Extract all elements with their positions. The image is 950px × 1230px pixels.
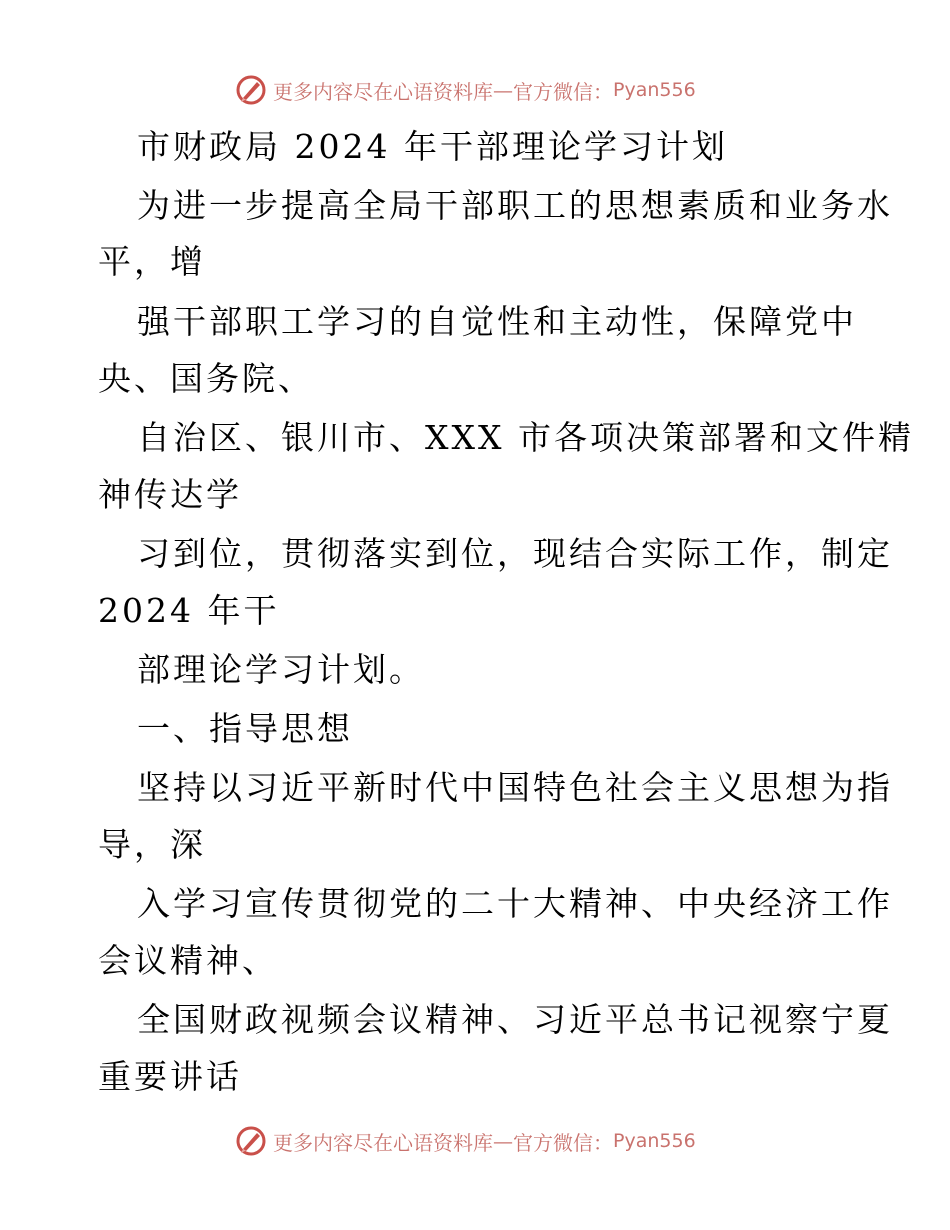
banner-dash: — bbox=[493, 78, 513, 102]
body-line: 全国财政视频会议精神、习近平总书记视察宁夏 bbox=[137, 1000, 893, 1039]
banner-wechat-label: 官方微信： bbox=[513, 79, 613, 104]
body-line: 入学习宣传贯彻党的二十大精神、中央经济工作 bbox=[137, 884, 893, 923]
banner-dash: — bbox=[493, 1129, 513, 1153]
body-line: 神传达学 bbox=[98, 475, 242, 514]
document-title: 市财政局 2024 年干部理论学习计划 bbox=[137, 127, 728, 166]
body-line: 自治区、银川市、XXX 市各项决策部署和文件精 bbox=[137, 418, 914, 457]
body-line: 习到位，贯彻落实到位，现结合实际工作，制定 bbox=[137, 534, 893, 573]
quill-logo-icon bbox=[235, 1125, 267, 1157]
banner-site-text: 更多内容尽在心语资料库 bbox=[273, 79, 493, 104]
body-line: 平，增 bbox=[98, 242, 206, 281]
body-line: 导，深 bbox=[98, 825, 206, 864]
body-line: 会议精神、 bbox=[98, 941, 278, 980]
banner-wechat-id: Pyan556 bbox=[613, 79, 696, 101]
body-line: 2024 年干 bbox=[98, 591, 280, 630]
body-line: 坚持以习近平新时代中国特色社会主义思想为指 bbox=[137, 768, 893, 807]
body-line: 重要讲话 bbox=[98, 1057, 242, 1096]
body-line: 央、国务院、 bbox=[98, 359, 314, 398]
banner-wechat-id: Pyan556 bbox=[613, 1130, 696, 1152]
banner-site-text: 更多内容尽在心语资料库 bbox=[273, 1130, 493, 1155]
body-line: 为进一步提高全局干部职工的思想素质和业务水 bbox=[137, 186, 893, 225]
quill-logo-icon bbox=[235, 74, 267, 106]
body-line: 部理论学习计划。 bbox=[137, 650, 425, 689]
banner-wechat-label: 官方微信： bbox=[513, 1130, 613, 1155]
body-line: 强干部职工学习的自觉性和主动性，保障党中 bbox=[137, 302, 857, 341]
section-heading: 一、指导思想 bbox=[137, 709, 353, 748]
footer-banner[interactable] bbox=[235, 1123, 715, 1159]
header-banner[interactable] bbox=[235, 72, 715, 108]
